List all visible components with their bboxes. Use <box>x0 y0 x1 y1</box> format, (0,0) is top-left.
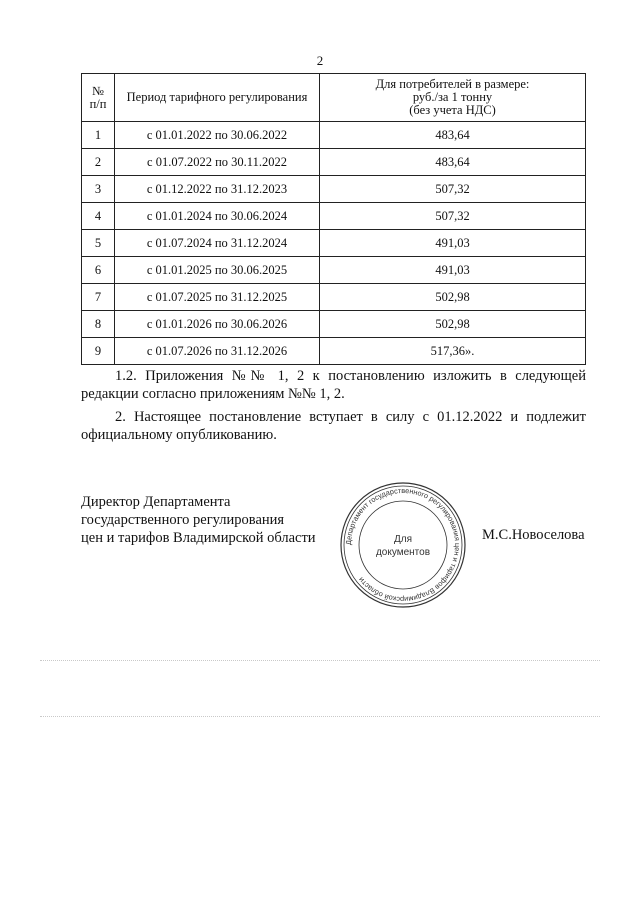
row-price: 507,32 <box>320 176 586 203</box>
row-price: 502,98 <box>320 284 586 311</box>
stamp-center-line2: документов <box>375 547 431 558</box>
row-period: с 01.07.2022 по 30.11.2022 <box>115 149 320 176</box>
tariff-table <box>81 73 586 365</box>
row-num: 4 <box>82 203 115 230</box>
row-period: с 01.07.2026 по 31.12.2026 <box>115 338 320 365</box>
header-price-line2: руб./за 1 тонну <box>412 90 493 104</box>
row-period: с 01.01.2022 по 30.06.2022 <box>115 122 320 149</box>
table-row <box>82 311 586 338</box>
signatory-title <box>81 493 316 547</box>
row-period: с 01.12.2022 по 31.12.2023 <box>115 176 320 203</box>
header-price-line1: Для потребителей в размере: <box>375 77 530 91</box>
stamp-center-line1: Для <box>393 534 413 545</box>
row-num: 7 <box>82 284 115 311</box>
row-price: 491,03 <box>320 257 586 284</box>
table-row <box>82 230 586 257</box>
table-row <box>82 176 586 203</box>
page-number: 2 <box>316 53 324 68</box>
row-price: 517,36». <box>320 338 586 365</box>
official-stamp <box>338 480 468 610</box>
row-num: 1 <box>82 122 115 149</box>
signatory-title-line3: цен и тарифов Владимирской области <box>81 530 316 546</box>
scan-artifact-line <box>40 716 600 719</box>
table-row <box>82 284 586 311</box>
header-price <box>320 74 586 122</box>
paragraph-2: 2. Настоящее постановление вступает в силу с 01.12.2022 и подлежит официальному опубликованию. <box>81 409 586 443</box>
row-period: с 01.01.2024 по 30.06.2024 <box>115 203 320 230</box>
row-num: 8 <box>82 311 115 338</box>
row-num: 3 <box>82 176 115 203</box>
row-price: 502,98 <box>320 311 586 338</box>
header-price-line3: (без учета НДС) <box>409 103 496 117</box>
row-price: 507,32 <box>320 203 586 230</box>
row-num: 6 <box>82 257 115 284</box>
row-period: с 01.01.2026 по 30.06.2026 <box>115 311 320 338</box>
table-row <box>82 203 586 230</box>
row-num: 2 <box>82 149 115 176</box>
stamp-ring-text: Департамент государственного регулирования цен и тарифов Владимирской области <box>343 485 463 605</box>
signatory-title-line1: Директор Департамента <box>81 494 231 510</box>
row-num: 5 <box>82 230 115 257</box>
row-num: 9 <box>82 338 115 365</box>
row-period: с 01.01.2025 по 30.06.2025 <box>115 257 320 284</box>
table-row <box>82 149 586 176</box>
table-row <box>82 122 586 149</box>
header-num: № п/п <box>82 74 115 122</box>
signatory-name: М.С.Новоселова <box>482 527 585 543</box>
row-period: с 01.07.2025 по 31.12.2025 <box>115 284 320 311</box>
row-price: 491,03 <box>320 230 586 257</box>
scan-artifact-line <box>40 660 600 663</box>
row-period: с 01.07.2024 по 31.12.2024 <box>115 230 320 257</box>
table-row <box>82 338 586 365</box>
row-price: 483,64 <box>320 122 586 149</box>
row-price: 483,64 <box>320 149 586 176</box>
table-header-row <box>82 74 586 122</box>
table-row <box>82 257 586 284</box>
header-period: Период тарифного регулирования <box>115 74 320 122</box>
signatory-title-line2: государственного регулирования <box>81 512 285 528</box>
paragraph-1-2: 1.2. Приложения №№ 1, 2 к постановлению изложить в следующей редакции согласно приложениям №№ 1, 2. <box>81 368 586 402</box>
